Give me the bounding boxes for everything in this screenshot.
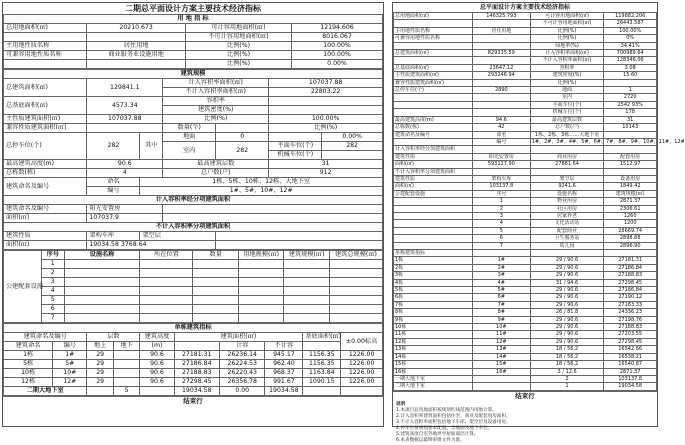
right-table-row: 1 物业用房 2871.37 <box>394 198 657 205</box>
right-table-row: 主用地性质名称 居住用地 比例(%) 100.00% <box>394 27 657 34</box>
right-table-row: 总停车位(个) 2890 地面 1 <box>394 87 657 94</box>
right-table-row: 建筑性质 阳光安置房 商业用房 配套用房 <box>394 153 657 160</box>
right-table-row: 兼容性质建筑面积(㎡) 比例(%) <box>394 79 657 86</box>
right-table-row: 编号 1#、2#、3#、4#、5#、6#、7#、8#、9#、10#、11#、12# <box>394 138 657 145</box>
left-end-row: 结束行 <box>3 396 383 406</box>
right-table-row: 10栋 10# 29 / 90.6 27188.83 <box>394 324 657 331</box>
right-table-row: 8栋 8# 26 / 81.8 24336.23 <box>394 309 657 316</box>
building-section: 建筑规模 <box>4 70 383 79</box>
right-table-row: 4 文化活动站 1200 <box>394 220 657 227</box>
right-table-row: 可兼容用地性质名称 比例(%) 0% <box>394 35 657 42</box>
right-table-row: 公建配套设施 序号 设施名称 建筑规模(㎡) <box>394 190 657 197</box>
land-row: 总用地面积(㎡) 20210.673 可计容用地面积(㎡) 12194.606 <box>4 24 383 33</box>
right-table-row: 4栋 4# 31 / 94.6 27298.45 <box>394 279 657 286</box>
right-table-row: 最高建筑高度(m) 94.6 最高建筑层数 31 <box>394 116 657 123</box>
land-table <box>3 14 383 69</box>
right-table-row: 1栋 1# 29 / 90.6 27181.31 <box>394 257 657 264</box>
right-table-row: 9栋 9# 29 / 90.6 27198.76 <box>394 316 657 323</box>
right-table-row: 11栋 11# 29 / 90.6 27203.55 <box>394 331 657 338</box>
land-row: 主用地性质名称 居住用地 比例(%) 100.00% <box>4 42 383 51</box>
naming-name-value: 1栋、5栋、10栋、12栋、大地下室 <box>140 178 383 187</box>
right-table-row: 主性质建筑面积(㎡) 293246.94 建筑密度(%) 15.60 <box>394 72 657 79</box>
right-table-row: 5 配套商业 28669.74 <box>394 227 657 234</box>
left-sheet-title: 二期总平面设计方案主要技术经济指标 <box>125 4 261 13</box>
right-table-row: 机械车位(个) 178 <box>394 109 657 116</box>
right-table <box>393 12 685 391</box>
right-table-row: 3 居家养老 1260 <box>394 212 657 219</box>
right-sheet-title: 总平面设计方案主要技术经济指标 <box>479 4 570 11</box>
nonfa-value: 22803.22 <box>269 88 383 97</box>
right-table-row: 不计入容积率面积(㎡) 128346.06 <box>394 57 657 64</box>
right-table-row: 绿地率(%) 34.41% <box>394 42 657 49</box>
single-row: 5栋 5# 29 90.6 27186.84 26224.53 962.40 1156.35 1226.00 <box>4 360 383 369</box>
building-table: 建筑规模 总建筑面积(㎡) 129841.1 计入容积率面积(㎡) 107037.88 不计入容积率面积(㎡) 22803.22 总基底面积(㎡) 4573.34 容积率 建筑密度(%) 主性质建筑面积(㎡) 107037.88 比例(%) 100.00% 兼容性质建筑面积(㎡) 数量(个) 比例(%) 总停车位(个) 282 其中 地面 0 0.00% 室内 282 平面车位(个) 282 机械车位(个) 最高建筑高度(m) 90.6 最高建筑层数 31 总栋数(栋) 4 总户数(户) 912 建筑命名及编号 命名 1栋、5栋、10栋、12栋、大地下室 编号 1#、5#、10#、12# 计入容积率经分项建筑面积 建筑命名及编号 阳光安置房 面积(㎡) 107037.9 不计入容积率分项建筑面积 建筑性质 架构车库 架空层 面积(㎡) 19034.58 3768.64 <box>3 69 383 250</box>
right-table-row: 总栋数(栋) 42 总户数(户) 10143 <box>394 124 657 131</box>
naming-no-value: 1#、5#、10#、12# <box>140 187 383 196</box>
right-table-row: 建筑性质 架构车库 架空层 设备用房 <box>394 175 657 182</box>
single-row: 12栋 12# 29 90.6 27298.45 26356.78 991.67 1090.15 1226.00 <box>4 378 383 387</box>
right-table-row: 不计入容积率分项建筑面积 <box>394 168 657 175</box>
land-section: 用 地 指 标 <box>4 15 383 24</box>
right-table-row: 总建筑面积(㎡) 829335.59 计入容积率面积(㎡) 700989.64 <box>394 50 657 57</box>
right-table-row: 12栋 12# 29 / 90.6 27298.45 <box>394 338 657 345</box>
right-table-row: 平面车位(个) 2542 93% <box>394 101 657 108</box>
right-table-row: 7栋 7# 29 / 90.6 27183.33 <box>394 301 657 308</box>
left-indicator-sheet <box>2 2 384 427</box>
right-table-row: 一期大地下室 2 103137.8 <box>394 375 657 382</box>
single-building-table: 单栋建筑指标 建筑命名及编号 层数 建筑高度 建筑面积(㎡) 基底面积(㎡) ±0.00标高 建筑命名 编号 地上 地下 (m) 计容 不计容 1栋 1# 29 90.6 27181.31 26236.14 945.17 1156.35 1226.00 5栋 5# 29 90.6 27186.84 26224.53 962.40 1156.35 1226.00 10栋 10# 29 90.6 27188.83 26220.43 968.37 1163.84 1226.00 12栋 12# 29 90.6 27298.45 26356.78 991.67 1090.15 1226.00 二期大地下室 5 19034.58 0.00 19034.58 <box>3 323 383 396</box>
right-table-row: 16栋 16# 3 / 12.6 2871.37 <box>394 368 657 375</box>
right-table-row: 14栋 14# 18 / 56.2 16538.21 <box>394 353 657 360</box>
basement-row: 二期大地下室 5 19034.58 0.00 19034.58 <box>4 387 383 396</box>
right-indicator-sheet <box>392 2 685 443</box>
notes: 说明 1.本项目总用地面积按规划红线范围内用地计算。 2.计入容积率建筑面积包括住宅、商业及配套用房面积。 3.不计入容积率面积包括地下车库、架空层及设备用房。 4.停车位按规划要求配置，含地面及地下车位。 5.建筑高度自室外地坪至屋面面层计算。 6.本表数据以最终审批文件为准。 <box>396 401 511 443</box>
right-end-row: 结束行 <box>393 391 657 401</box>
single-row: 10栋 10# 29 90.6 27188.83 26220.43 968.37 1163.84 1226.00 <box>4 369 383 378</box>
right-table-row: 6栋 6# 29 / 90.6 27190.12 <box>394 294 657 301</box>
right-table-row: 单栋建筑指标 <box>394 250 657 257</box>
right-table-row: 总基底面积(㎡) 23647.12 容积率 3.08 <box>394 64 657 71</box>
right-table-row: 2栋 2# 29 / 90.6 27186.84 <box>394 264 657 271</box>
right-table-row: 13栋 13# 18 / 56.2 16542.66 <box>394 346 657 353</box>
land-row: 比例(%) 0.00% <box>4 60 383 69</box>
right-table-row: 建筑命名及编号 命名 1栋、2栋、3栋……大地下室 <box>394 131 657 138</box>
land-row: 可兼容用地性质名称 商业服务业设施用地 比例(%) 100.00% <box>4 51 383 60</box>
right-table-row: 计入容积率经分项建筑面积 <box>394 146 657 153</box>
right-table-row: 7 幼儿园 2896.90 <box>394 242 657 249</box>
right-table-row: 6 卫生服务站 2898.88 <box>394 235 657 242</box>
right-table-row: 室内 2720 <box>394 94 657 101</box>
parking-total: 282 <box>87 133 140 160</box>
fa-value: 107037.88 <box>269 79 383 88</box>
right-table-row: 2 社区用房 2306.61 <box>394 205 657 212</box>
right-table-row: 二期大地下室 1 19034.58 <box>394 383 657 390</box>
facility-table: 公建配套设施 序号 设施名称 所在位置 数量 用地规模(㎡) 建筑规模(㎡) 建筑总规模(㎡) 1 2 3 4 5 6 7 <box>3 250 383 323</box>
right-table-row: 15栋 15# 18 / 56.2 16540.87 <box>394 361 657 368</box>
single-row: 1栋 1# 29 90.6 27181.31 26236.14 945.17 1156.35 1226.00 <box>4 351 383 360</box>
land-row: 不可计容用地面积(㎡) 8016.067 <box>4 33 383 42</box>
right-table-row: 3栋 3# 29 / 90.6 27188.83 <box>394 272 657 279</box>
right-table-row: 面积(㎡) 103137.8 9241.6 1849.42 <box>394 183 657 190</box>
right-table-row: 不可计容用地面积(㎡) 26443.587 <box>394 20 657 27</box>
right-table-row: 总用地面积(㎡) 146325.793 可计容用地面积(㎡) 119882.206 <box>394 13 657 20</box>
right-table-row: 5栋 5# 29 / 90.6 27186.84 <box>394 287 657 294</box>
total-area-value: 129841.1 <box>87 79 163 97</box>
right-table-row: 面积(㎡) 593127.90 27881.64 1512.97 <box>394 161 657 168</box>
